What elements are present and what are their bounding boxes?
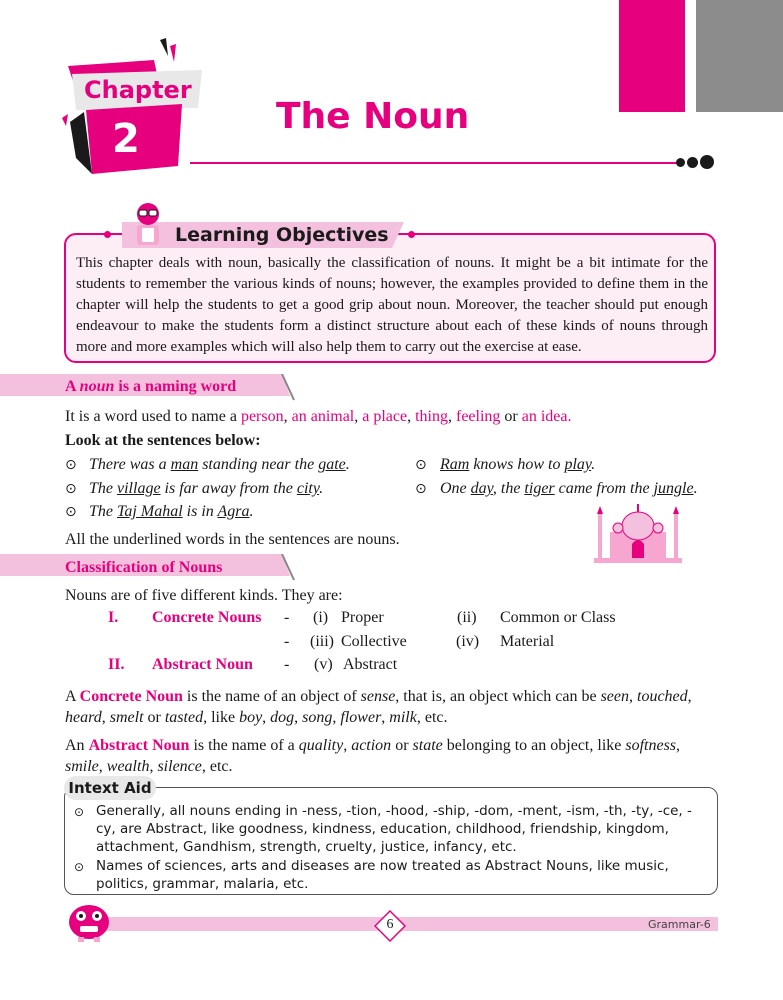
classification-intro: Nouns are of five different kinds. They are: <box>65 587 343 604</box>
table-cell: I. <box>108 609 119 626</box>
sentence-2: The village is far away from the city. <box>89 480 324 497</box>
table-cell: (iv) <box>456 633 480 650</box>
nouns-conclusion: All the underlined words in the sentences are nouns. <box>65 531 400 548</box>
circled-dot-icon: ⊙ <box>415 481 427 497</box>
abstract-noun-definition: An Abstract Noun is the name of a quality, action or state belonging to an object, like softness, smile, wealth, silence, etc. <box>65 737 681 775</box>
circled-dot-icon: ⊙ <box>65 481 77 497</box>
circled-dot-icon: ⊙ <box>74 860 85 874</box>
table-cell: - <box>284 633 290 650</box>
table-cell: - <box>284 609 290 626</box>
mascot-icon <box>128 200 168 248</box>
noun-definition: It is a word used to name a person, an animal, a place, thing, feeling or an idea. <box>65 408 572 425</box>
top-gray-bar <box>696 0 783 112</box>
table-cell: Collective <box>341 633 407 650</box>
intext-item-1: Generally, all nouns ending in -ness, -tion, -hood, -ship, -dom, -ment, -ism, -th, -ty, -ce, -cy, are Abstract, like goodness, kindness, education, childhood, friendship, kingdom, attachment, Gandhism, strength, cruelty, justice, infancy, etc. <box>96 803 692 855</box>
sentence-5: One day, the tiger came from the jungle. <box>440 480 698 497</box>
table-cell: (i) <box>313 609 329 626</box>
section-heading-classification: Classification of Nouns <box>65 559 223 576</box>
table-cell: (ii) <box>457 609 477 626</box>
chapter-number: 2 <box>112 116 140 162</box>
footer-band <box>100 917 718 931</box>
page-title: The Noun <box>276 96 470 137</box>
decor-dot <box>104 231 111 238</box>
table-cell: Concrete Nouns <box>152 609 262 626</box>
table-cell: Material <box>500 633 555 650</box>
table-cell: Proper <box>341 609 384 626</box>
concrete-noun-definition: A Concrete Noun is the name of an object of sense, that is, an object which can be seen, touched, heard, smelt or tasted, like boy, dog, song, flower, milk, etc. <box>65 688 692 726</box>
circled-dot-icon: ⊙ <box>415 457 427 473</box>
learning-objectives-text: This chapter deals with noun, basically the classification of nouns. It might be a bit intimate for the students to remember the various kinds of nouns; however, the examples provided to define them in the chapter will help the students to get a good grip about noun. Moreover, the teacher should put enough endeavour to make the students form a distinct structure about each of these kinds of nouns through more and more examples which will also help them to carry out the exercise at ease. <box>76 255 708 355</box>
table-cell: (iii) <box>310 633 334 650</box>
page-number: 6 <box>386 917 394 932</box>
look-heading: Look at the sentences below: <box>65 432 261 449</box>
section-heading-noun: A noun is a naming word <box>65 378 237 395</box>
title-underline <box>190 162 680 164</box>
sentence-1: There was a man standing near the gate. <box>89 456 350 473</box>
decor-dot <box>676 158 685 167</box>
decor-dot <box>700 155 714 169</box>
table-cell: Abstract Noun <box>152 656 253 673</box>
table-cell: Abstract <box>343 656 398 673</box>
monster-mascot-icon <box>64 898 114 942</box>
taj-mahal-illustration <box>590 500 686 564</box>
table-cell: - <box>284 656 290 673</box>
decor-dot <box>408 231 415 238</box>
top-pink-bar <box>619 0 685 112</box>
learning-objectives-heading: Learning Objectives <box>175 224 389 246</box>
intext-item-2: Names of sciences, arts and diseases are now treated as Abstract Nouns, like music, politics, grammar, malaria, etc. <box>96 858 669 892</box>
table-cell: II. <box>108 656 125 673</box>
decor-dot <box>687 157 698 168</box>
circled-dot-icon: ⊙ <box>74 805 85 819</box>
chapter-badge <box>62 38 212 188</box>
book-title: Grammar-6 <box>648 918 711 931</box>
sentence-3: The Taj Mahal is in Agra. <box>89 503 254 520</box>
intext-aid-label: Intext Aid <box>64 776 156 800</box>
table-cell: Common or Class <box>500 609 616 626</box>
circled-dot-icon: ⊙ <box>65 457 77 473</box>
sentence-4: Ram knows how to play. <box>440 456 596 473</box>
chapter-label: Chapter <box>84 76 192 104</box>
table-cell: (v) <box>314 656 333 673</box>
circled-dot-icon: ⊙ <box>65 504 77 520</box>
